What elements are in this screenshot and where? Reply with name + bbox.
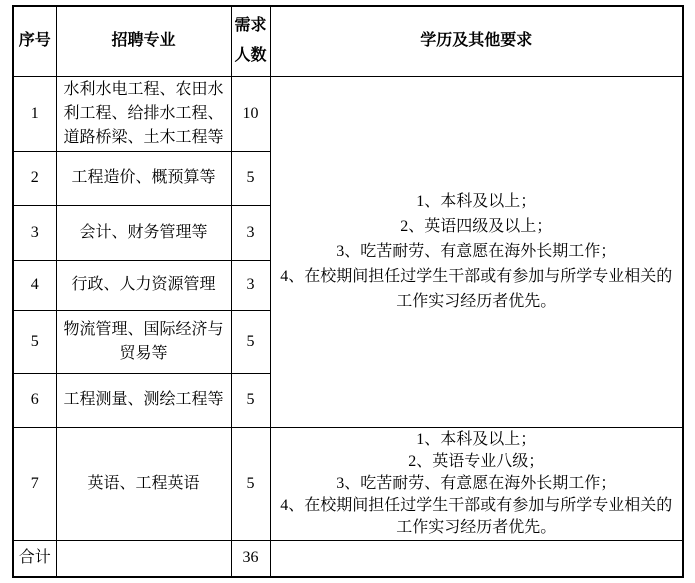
header-major: 招聘专业 xyxy=(56,6,231,76)
requirement-line: 1、本科及以上； xyxy=(416,193,537,210)
requirements-cell-row-7 xyxy=(270,427,683,540)
serial-cell: 5 xyxy=(13,310,56,373)
major-cell: 行政、人力资源管理 xyxy=(56,260,231,310)
serial-cell: 4 xyxy=(13,260,56,310)
count-cell: 5 xyxy=(231,373,270,427)
serial-cell: 2 xyxy=(13,151,56,205)
requirements-cell-rows-1-6 xyxy=(270,76,683,427)
count-cell: 3 xyxy=(231,260,270,310)
major-cell: 工程造价、概预算等 xyxy=(56,151,231,205)
requirement-line: 1、本科及以上； xyxy=(416,430,537,448)
table-row xyxy=(13,76,683,151)
count-cell: 5 xyxy=(231,310,270,373)
total-count-cell: 36 xyxy=(231,540,270,577)
empty-requirements-cell xyxy=(270,540,683,577)
major-cell: 英语、工程英语 xyxy=(56,427,231,540)
serial-cell: 6 xyxy=(13,373,56,427)
table-row xyxy=(13,427,683,540)
major-cell: 物流管理、国际经济与贸易等 xyxy=(56,310,231,373)
header-count: 需求人数 xyxy=(231,6,270,76)
major-cell: 会计、财务管理等 xyxy=(56,205,231,260)
requirement-line: 4、在校期间担任过学生干部或有参加与所学专业相关的工作实习经历者优先。 xyxy=(280,268,673,310)
serial-cell: 7 xyxy=(13,427,56,540)
count-cell: 3 xyxy=(231,205,270,260)
requirement-line: 2、英语专业八级； xyxy=(408,452,545,470)
requirement-line: 4、在校期间担任过学生干部或有参加与所学专业相关的工作实习经历者优先。 xyxy=(280,496,673,536)
requirement-line: 2、英语四级及以上； xyxy=(400,218,553,235)
header-requirements: 学历及其他要求 xyxy=(270,6,683,76)
count-cell: 5 xyxy=(231,151,270,205)
empty-major-cell xyxy=(56,540,231,577)
total-row xyxy=(13,540,683,577)
serial-cell: 3 xyxy=(13,205,56,260)
count-cell: 5 xyxy=(231,427,270,540)
header-row xyxy=(13,6,683,76)
recruitment-table xyxy=(12,5,684,578)
header-serial: 序号 xyxy=(13,6,56,76)
total-label-cell: 合计 xyxy=(13,540,56,577)
major-cell: 水利水电工程、农田水利工程、给排水工程、道路桥梁、土木工程等 xyxy=(56,76,231,151)
requirement-line: 3、吃苦耐劳、有意愿在海外长期工作； xyxy=(336,474,617,492)
requirement-line: 3、吃苦耐劳、有意愿在海外长期工作； xyxy=(336,243,617,260)
count-cell: 10 xyxy=(231,76,270,151)
serial-cell: 1 xyxy=(13,76,56,151)
major-cell: 工程测量、测绘工程等 xyxy=(56,373,231,427)
